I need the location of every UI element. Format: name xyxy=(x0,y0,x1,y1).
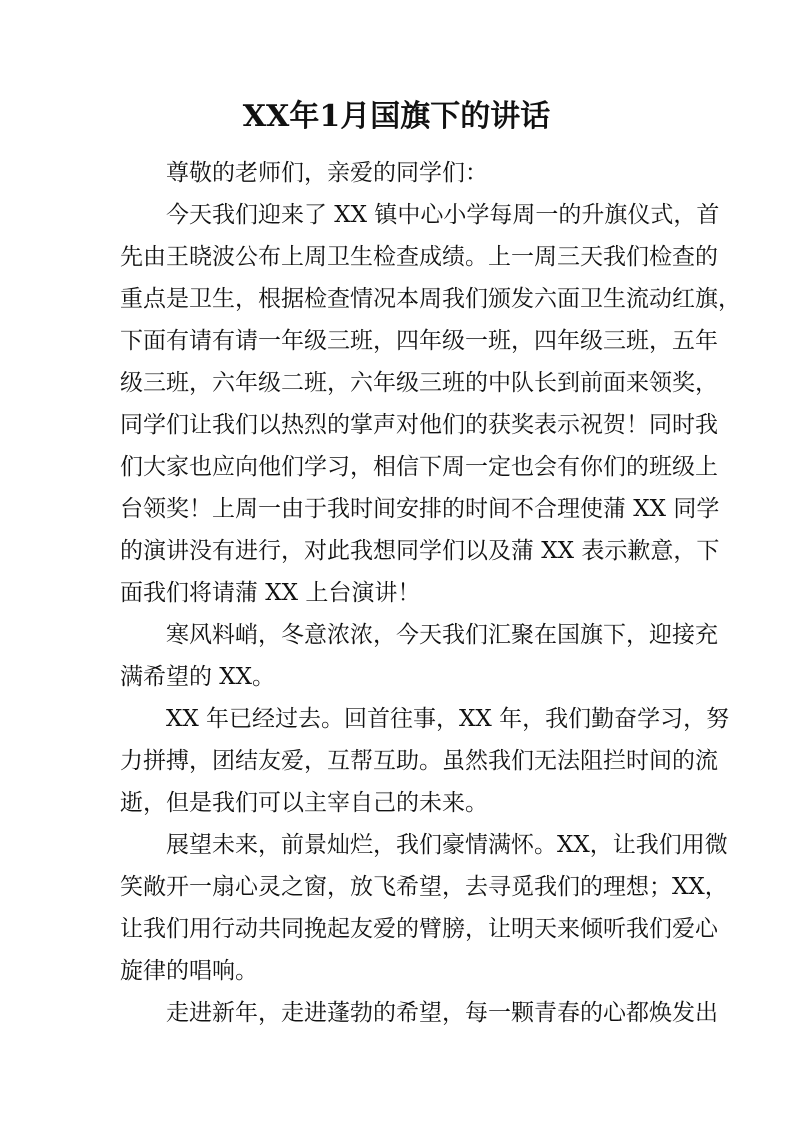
paragraph-line: 笑敞开一扇心灵之窗，放飞希望，去寻觅我们的理想；XX， xyxy=(120,874,728,900)
paragraph xyxy=(120,194,741,614)
paragraph-line: 同学们让我们以热烈的掌声对他们的获奖表示祝贺！同时我 xyxy=(120,412,718,438)
paragraph xyxy=(120,614,718,698)
paragraph-line: 旋律的唱响。 xyxy=(120,958,258,984)
paragraph-line: 走进新年，走进蓬勃的希望，每一颗青春的心都焕发出 xyxy=(166,1000,718,1026)
paragraph-line: 先由王晓波公布上周卫生检查成绩。上一周三天我们检查的 xyxy=(120,244,718,270)
document-title: XX年1月国旗下的讲话 xyxy=(242,99,551,134)
document-body xyxy=(120,152,741,1034)
paragraph-line: 台领奖！上周一由于我时间安排的时间不合理使蒲 XX 同学 xyxy=(120,496,720,522)
paragraph-line: XX 年已经过去。回首往事，XX 年，我们勤奋学习，努 xyxy=(166,706,730,732)
paragraph-line: 的演讲没有进行，对此我想同学们以及蒲 XX 表示歉意，下 xyxy=(120,538,720,564)
paragraph-line: 级三班，六年级二班，六年级三班的中队长到前面来领奖， xyxy=(120,370,718,396)
paragraph-line: 力拼搏，团结友爱，互帮互助。虽然我们无法阻拦时间的流 xyxy=(120,748,718,774)
paragraph xyxy=(120,824,728,992)
paragraph-line: 逝，但是我们可以主宰自己的未来。 xyxy=(120,790,488,816)
paragraph-line: 寒风料峭，冬意浓浓，今天我们汇聚在国旗下，迎接充 xyxy=(166,622,718,648)
paragraph-line: 让我们用行动共同挽起友爱的臂膀，让明天来倾听我们爱心 xyxy=(120,916,718,942)
paragraph-line: 满希望的 XX。 xyxy=(120,664,276,690)
paragraph xyxy=(120,152,702,194)
paragraph-line: 们大家也应向他们学习，相信下周一定也会有你们的班级上 xyxy=(120,454,718,480)
paragraph-line: 面我们将请蒲 XX 上台演讲！ xyxy=(120,580,421,606)
paragraph-line: 展望未来，前景灿烂，我们豪情满怀。XX，让我们用微 xyxy=(166,832,728,858)
paragraph xyxy=(120,698,730,824)
paragraph-line: 尊敬的老师们，亲爱的同学们： xyxy=(166,160,488,186)
paragraph xyxy=(120,992,718,1034)
paragraph-line: 重点是卫生，根据检查情况本周我们颁发六面卫生流动红旗， xyxy=(120,286,741,312)
paragraph-line: 今天我们迎来了 XX 镇中心小学每周一的升旗仪式，首 xyxy=(166,202,720,228)
paragraph-line: 下面有请有请一年级三班，四年级一班，四年级三班，五年 xyxy=(120,328,718,354)
